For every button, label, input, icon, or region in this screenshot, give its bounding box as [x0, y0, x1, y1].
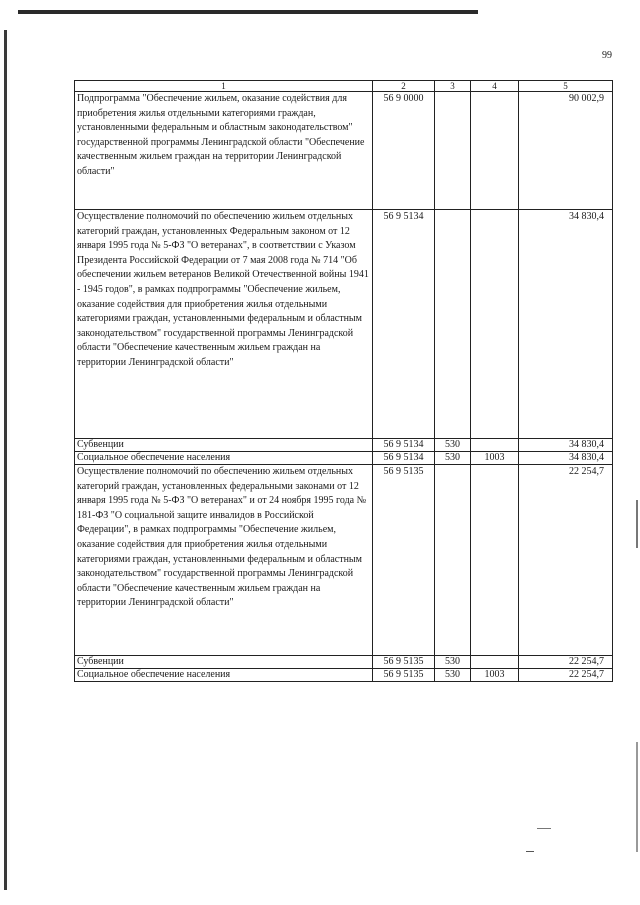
row-sum: 22 254,7	[519, 656, 613, 669]
scan-artifact-dash	[526, 851, 534, 852]
row-sum: 34 830,4	[519, 439, 613, 452]
row-name: Субвенции	[75, 439, 373, 452]
row-vr	[435, 92, 471, 210]
table-row	[75, 669, 613, 682]
row-code: 56 9 5135	[373, 656, 435, 669]
column-header: 3	[435, 81, 471, 92]
row-name: Субвенции	[75, 656, 373, 669]
table-row	[75, 210, 613, 439]
row-code: 56 9 5134	[373, 210, 435, 439]
row-code: 56 9 5134	[373, 439, 435, 452]
row-code: 56 9 0000	[373, 92, 435, 210]
table-row	[75, 656, 613, 669]
row-code: 56 9 5134	[373, 452, 435, 465]
table-row	[75, 465, 613, 656]
column-header: 1	[75, 81, 373, 92]
table-row	[75, 92, 613, 210]
row-rz	[471, 92, 519, 210]
row-vr: 530	[435, 669, 471, 682]
column-header: 4	[471, 81, 519, 92]
row-sum: 90 002,9	[519, 92, 613, 210]
column-header: 5	[519, 81, 613, 92]
table-row	[75, 452, 613, 465]
row-rz	[471, 210, 519, 439]
row-name: Подпрограмма "Обеспечение жильем, оказание содействия для приобретения жилья отдельными категориями граждан, установленными федеральным и областным законодательством" государственной программы Ленинградской области "Обеспечение качественным жильем граждан на территории Ленинградской области"	[75, 92, 373, 210]
row-rz	[471, 439, 519, 452]
row-rz	[471, 656, 519, 669]
page-number: 99	[602, 50, 612, 61]
scan-edge-top	[18, 10, 478, 14]
row-vr: 530	[435, 656, 471, 669]
table-row	[75, 439, 613, 452]
row-name: Осуществление полномочий по обеспечению жильем отдельных категорий граждан, установленных Федеральным законом от 12 января 1995 года № 5-ФЗ "О ветеранах", в соответствии с Указом Президента Российской Федерации от 7 мая 2008 года № 714 "Об обеспечении жильем ветеранов Великой Отечественной войны 1941 - 1945 годов", в рамках подпрограммы "Обеспечение жильем, оказание содействия для приобретения жилья отдельными категориями граждан, установленными федеральным и областным законодательством" государственной программы Ленинградской области "Обеспечение качественным жильем граждан на территории Ленинградской области"	[75, 210, 373, 439]
row-rz: 1003	[471, 452, 519, 465]
row-rz	[471, 465, 519, 656]
scan-edge-left	[4, 30, 7, 890]
row-code: 56 9 5135	[373, 465, 435, 656]
row-name: Социальное обеспечение населения	[75, 452, 373, 465]
row-rz: 1003	[471, 669, 519, 682]
table-header-row	[75, 81, 613, 92]
row-vr	[435, 465, 471, 656]
column-header: 2	[373, 81, 435, 92]
budget-table	[74, 80, 613, 682]
scan-artifact-mark	[636, 742, 638, 852]
scan-artifact-mark	[636, 500, 638, 548]
row-name: Осуществление полномочий по обеспечению жильем отдельных категорий граждан, установленных федеральными законами от 12 января 1995 года № 5-ФЗ "О ветеранах" и от 24 ноября 1995 года № 181-ФЗ "О социальной защите инвалидов в Российской Федерации", в рамках подпрограммы "Обеспечение жильем, оказание содействия для приобретения жилья отдельными категориями граждан, установленными федеральным и областным законодательством" государственной программы Ленинградской области "Обеспечение качественным жильем граждан на территории Ленинградской области"	[75, 465, 373, 656]
row-sum: 22 254,7	[519, 465, 613, 656]
row-vr	[435, 210, 471, 439]
row-sum: 34 830,4	[519, 210, 613, 439]
row-vr: 530	[435, 452, 471, 465]
row-sum: 22 254,7	[519, 669, 613, 682]
row-name: Социальное обеспечение населения	[75, 669, 373, 682]
scan-artifact-dash	[537, 828, 551, 829]
row-vr: 530	[435, 439, 471, 452]
row-sum: 34 830,4	[519, 452, 613, 465]
row-code: 56 9 5135	[373, 669, 435, 682]
